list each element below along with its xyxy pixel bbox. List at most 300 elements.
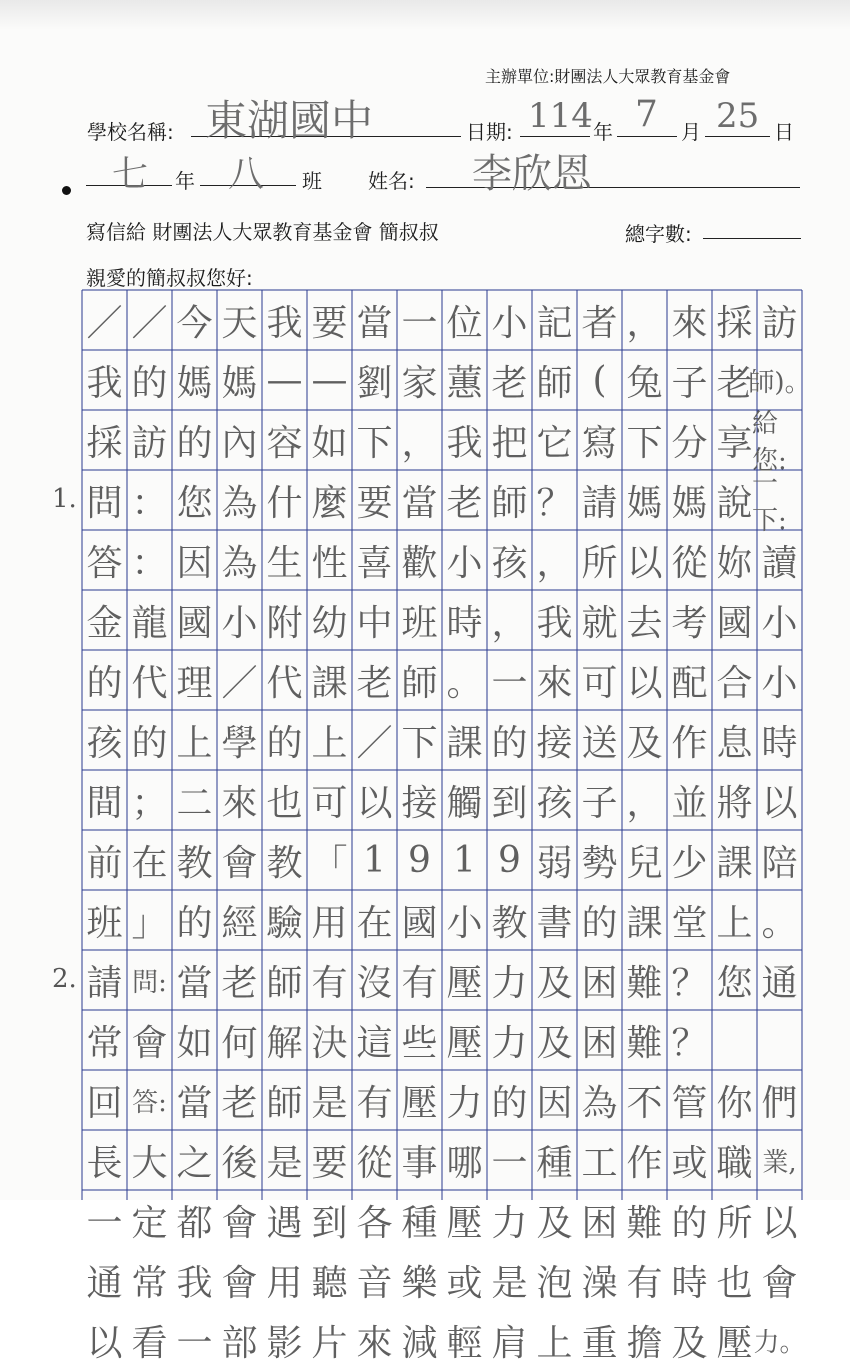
grid-character: 下 bbox=[401, 722, 438, 764]
grid-character: 通 bbox=[86, 1262, 123, 1304]
grid-character: 下 bbox=[626, 422, 663, 464]
day-unit: 日 bbox=[774, 120, 794, 144]
question-number: 2. bbox=[52, 964, 77, 994]
grid-character: 為 bbox=[581, 1082, 618, 1124]
grid-character: 位 bbox=[446, 302, 483, 344]
grid-character: 的 bbox=[671, 1202, 708, 1244]
grid-character: 您 bbox=[176, 482, 213, 524]
grid-character: 壓 bbox=[446, 962, 483, 1004]
grid-character: 孩 bbox=[491, 542, 528, 584]
grid-character: 請 bbox=[581, 482, 618, 524]
grid-character: 我 bbox=[446, 422, 483, 464]
grid-character: 」 bbox=[131, 902, 168, 944]
grid-character: 力。 bbox=[753, 1327, 806, 1358]
grid-character: 用 bbox=[266, 1262, 303, 1304]
grid-character: 課 bbox=[311, 662, 348, 704]
grid-character: 附 bbox=[266, 602, 303, 644]
grid-character: 中 bbox=[356, 602, 393, 644]
day-value: 25 bbox=[716, 96, 760, 136]
grid-character: 及 bbox=[536, 1202, 573, 1244]
grid-character: 壓 bbox=[401, 1082, 438, 1124]
grid-character: 代 bbox=[131, 662, 168, 704]
year-value: 114 bbox=[528, 96, 593, 136]
grid-character: 採 bbox=[86, 422, 123, 464]
grid-character: 上 bbox=[176, 722, 213, 764]
grid-character: 媽 bbox=[176, 362, 213, 404]
grid-character: 擔 bbox=[626, 1322, 663, 1364]
grid-character: 性 bbox=[311, 542, 348, 584]
grid-character: 師 bbox=[536, 362, 573, 404]
grid-character: 有 bbox=[356, 1082, 393, 1124]
grid-character: 解 bbox=[266, 1022, 303, 1064]
question-number: 1. bbox=[52, 484, 77, 514]
grid-character: 老 bbox=[446, 482, 483, 524]
grid-character: 及 bbox=[536, 962, 573, 1004]
grid-character: 一 bbox=[401, 302, 438, 344]
grid-character: 事 bbox=[401, 1142, 438, 1184]
grid-character: 書 bbox=[536, 902, 573, 944]
grid-character: 妳 bbox=[716, 542, 753, 584]
grid-character: 幼 bbox=[311, 602, 348, 644]
grid-character: 因 bbox=[536, 1082, 573, 1124]
grid-character: 學 bbox=[221, 722, 258, 764]
grid-character: 老 bbox=[221, 1082, 258, 1124]
grid-character: ？ bbox=[536, 482, 573, 524]
grid-character: 金 bbox=[86, 602, 123, 644]
grid-character: 給您: bbox=[752, 409, 787, 476]
grid-character: 師)。 bbox=[748, 367, 811, 398]
grid-character: 影 bbox=[266, 1322, 303, 1364]
grid-character bbox=[752, 1012, 807, 1068]
grid-character: 教 bbox=[176, 842, 213, 884]
grid-character: 喜 bbox=[356, 542, 393, 584]
grid-character: 媽 bbox=[626, 482, 663, 524]
grid-character: 可 bbox=[581, 662, 618, 704]
grid-character: 就 bbox=[581, 602, 618, 644]
grid-character: 部 bbox=[221, 1322, 258, 1364]
grid-character: 要 bbox=[356, 482, 393, 524]
grid-character: 請 bbox=[86, 962, 123, 1004]
grid-character: 它 bbox=[536, 422, 573, 464]
grid-character: 的 bbox=[86, 662, 123, 704]
grid-character: 以 bbox=[356, 782, 393, 824]
grid-character: — bbox=[266, 359, 303, 401]
grid-character: 來 bbox=[536, 662, 573, 704]
grid-character: 難 bbox=[626, 1202, 663, 1244]
grid-character: 麼 bbox=[311, 482, 348, 524]
grid-character: 工 bbox=[581, 1142, 618, 1184]
grid-character: 子 bbox=[671, 362, 708, 404]
grid-character: 都 bbox=[176, 1202, 213, 1244]
grid-character: 龍 bbox=[131, 602, 168, 644]
grid-character: 業, bbox=[762, 1147, 797, 1178]
grid-character: 國 bbox=[176, 602, 213, 644]
grid-character: 困 bbox=[581, 1022, 618, 1064]
grid-character: 9 bbox=[408, 839, 431, 881]
month-value: 7 bbox=[635, 94, 658, 135]
grid-character: 的 bbox=[581, 902, 618, 944]
grid-character: 答: bbox=[132, 1087, 167, 1118]
grid-character: 或 bbox=[671, 1142, 708, 1184]
grid-character: 種 bbox=[401, 1202, 438, 1244]
grid-character: 孩 bbox=[86, 722, 123, 764]
grid-character: 常 bbox=[86, 1022, 123, 1064]
grid-character: 去 bbox=[626, 602, 663, 644]
grid-character: 或 bbox=[446, 1262, 483, 1304]
grid-character: 孩 bbox=[536, 782, 573, 824]
grid-character: 小 bbox=[491, 302, 528, 344]
grid-character: 內 bbox=[221, 422, 258, 464]
grid-character: 來 bbox=[221, 782, 258, 824]
grid-character: 的 bbox=[491, 1082, 528, 1124]
grid-character: 小 bbox=[446, 542, 483, 584]
grid-character: 會 bbox=[761, 1262, 798, 1304]
grid-character: 課 bbox=[716, 842, 753, 884]
grid-character: 少 bbox=[671, 842, 708, 884]
grid-character: 會 bbox=[131, 1022, 168, 1064]
grid-character: 讀 bbox=[761, 542, 798, 584]
grid-character: 肩 bbox=[491, 1322, 528, 1364]
grid-character: 來 bbox=[356, 1322, 393, 1364]
grid-character: 接 bbox=[401, 782, 438, 824]
grid-character: 壓 bbox=[716, 1322, 753, 1364]
grid-character: 如 bbox=[311, 422, 348, 464]
grade-value: 七 bbox=[112, 154, 149, 195]
grid-character: 不 bbox=[626, 1082, 663, 1124]
grid-character: — bbox=[311, 359, 348, 401]
grid-character: 驗 bbox=[266, 902, 303, 944]
grid-character: 澡 bbox=[581, 1262, 618, 1304]
grid-character: 從 bbox=[671, 542, 708, 584]
grid-character: 以 bbox=[626, 662, 663, 704]
grid-character: 將 bbox=[716, 782, 753, 824]
grid-character: 採 bbox=[716, 302, 753, 344]
word-count-label: 總字數: bbox=[625, 222, 692, 246]
grid-character: 我 bbox=[266, 302, 303, 344]
grid-character: ， bbox=[536, 542, 573, 584]
grid-character: 「 bbox=[311, 842, 348, 884]
grid-character: 兒 bbox=[626, 842, 663, 884]
class-unit: 班 bbox=[302, 169, 322, 193]
grid-character: 上 bbox=[716, 902, 753, 944]
grid-character: 各 bbox=[356, 1202, 393, 1244]
grid-character: 以 bbox=[761, 782, 798, 824]
grid-character: 輕 bbox=[446, 1322, 483, 1364]
grid-character: 天 bbox=[221, 302, 258, 344]
grid-character: 觸 bbox=[446, 782, 483, 824]
grid-character: 師 bbox=[266, 962, 303, 1004]
grid-character: 可 bbox=[311, 782, 348, 824]
grid-character: ， bbox=[401, 422, 438, 464]
grid-character: 堂 bbox=[671, 902, 708, 944]
grid-character: 壓 bbox=[446, 1202, 483, 1244]
grid-character: 弱 bbox=[536, 842, 573, 884]
grade-unit: 年 bbox=[175, 169, 195, 193]
grid-character: 者 bbox=[581, 302, 618, 344]
grid-character: 陪 bbox=[761, 842, 798, 884]
grid-character: 音 bbox=[356, 1262, 393, 1304]
grid-character: 師 bbox=[491, 482, 528, 524]
grid-character: 教 bbox=[491, 902, 528, 944]
grid-character: 您 bbox=[716, 962, 753, 1004]
grid-character: 勢 bbox=[581, 842, 618, 884]
grid-character: 常 bbox=[131, 1262, 168, 1304]
grid-character: ？ bbox=[671, 962, 708, 1004]
grid-character: 會 bbox=[221, 1262, 258, 1304]
grid-character: 1 bbox=[363, 839, 386, 881]
grid-character: 作 bbox=[671, 722, 708, 764]
grid-character: 我 bbox=[176, 1262, 213, 1304]
grid-character: 記 bbox=[536, 302, 573, 344]
grid-character: 子 bbox=[581, 782, 618, 824]
grid-character: 來 bbox=[671, 302, 708, 344]
grid-character: ， bbox=[491, 602, 528, 644]
student-name-label: 姓名: bbox=[368, 169, 415, 193]
grid-character: 師 bbox=[266, 1082, 303, 1124]
grid-character: 國 bbox=[401, 902, 438, 944]
grid-character: ／ bbox=[131, 302, 168, 344]
grid-character: 小 bbox=[761, 602, 798, 644]
grid-character: 從 bbox=[356, 1142, 393, 1184]
grid-character: 職 bbox=[716, 1142, 753, 1184]
grid-character: 要 bbox=[311, 1142, 348, 1184]
grid-character: 。 bbox=[761, 902, 798, 944]
grid-character: 有 bbox=[401, 962, 438, 1004]
grid-character: 。 bbox=[446, 662, 483, 704]
grid-character: 媽 bbox=[221, 362, 258, 404]
grid-character: 因 bbox=[176, 542, 213, 584]
grid-character: ： bbox=[131, 542, 168, 584]
grid-character: 通 bbox=[761, 962, 798, 1004]
grid-character: 之 bbox=[176, 1142, 213, 1184]
grid-character: ， bbox=[626, 302, 663, 344]
grid-character: 配 bbox=[671, 662, 708, 704]
grid-character: ： bbox=[131, 482, 168, 524]
grid-character: 我 bbox=[536, 602, 573, 644]
grid-character: 考 bbox=[671, 602, 708, 644]
grid-character: 力 bbox=[491, 1022, 528, 1064]
grid-character: 時 bbox=[446, 602, 483, 644]
grid-character: 減 bbox=[401, 1322, 438, 1364]
grid-character: 會 bbox=[221, 842, 258, 884]
grid-character: ？ bbox=[671, 1022, 708, 1064]
grid-character: 用 bbox=[311, 902, 348, 944]
grid-character: 以 bbox=[626, 542, 663, 584]
grid-character: 的 bbox=[176, 422, 213, 464]
grid-character: 歡 bbox=[401, 542, 438, 584]
grid-character: ， bbox=[626, 782, 663, 824]
grid-character: 後 bbox=[221, 1142, 258, 1184]
grid-character: 寫 bbox=[581, 422, 618, 464]
grid-character: 長 bbox=[86, 1142, 123, 1184]
grid-character: 當 bbox=[401, 482, 438, 524]
grid-character: 生 bbox=[266, 542, 303, 584]
grid-character: 難 bbox=[626, 962, 663, 1004]
month-unit: 月 bbox=[681, 120, 701, 144]
grid-character: 決 bbox=[311, 1022, 348, 1064]
grid-character: 你 bbox=[716, 1082, 753, 1124]
grid-character: 家 bbox=[401, 362, 438, 404]
school-name-value: 東湖國中 bbox=[205, 96, 374, 145]
grid-character: 一 bbox=[491, 662, 528, 704]
grid-character: 我 bbox=[86, 362, 123, 404]
grid-character: 課 bbox=[626, 902, 663, 944]
grid-character: 1 bbox=[453, 839, 476, 881]
grid-character: 為 bbox=[221, 542, 258, 584]
grid-character: 的 bbox=[131, 362, 168, 404]
grid-character: 是 bbox=[266, 1142, 303, 1184]
grid-character: 間 bbox=[86, 782, 123, 824]
grid-character: 經 bbox=[221, 902, 258, 944]
grid-character: 也 bbox=[716, 1262, 753, 1304]
grid-character: 上 bbox=[311, 722, 348, 764]
grid-character: 劉 bbox=[356, 362, 393, 404]
grid-character: 今 bbox=[176, 302, 213, 344]
grid-character: 小 bbox=[221, 602, 258, 644]
grid-character: 訪 bbox=[131, 422, 168, 464]
grid-character: 一 bbox=[176, 1322, 213, 1364]
grid-character: ／ bbox=[356, 722, 393, 764]
grid-character: 的 bbox=[131, 722, 168, 764]
grid-character: 有 bbox=[311, 962, 348, 1004]
grid-character: 蕙 bbox=[446, 362, 483, 404]
grid-character: 一 bbox=[491, 1142, 528, 1184]
grid-character: 答 bbox=[86, 542, 123, 584]
grid-character: 如 bbox=[176, 1022, 213, 1064]
grid-character: 分 bbox=[671, 422, 708, 464]
school-name-label: 學校名稱: bbox=[87, 120, 174, 144]
grid-character: 什 bbox=[266, 482, 303, 524]
grid-character: 所 bbox=[716, 1202, 753, 1244]
greeting: 親愛的簡叔叔您好: bbox=[86, 266, 253, 290]
grid-character: 息 bbox=[716, 722, 753, 764]
grid-character: 以 bbox=[761, 1202, 798, 1244]
grid-character: 何 bbox=[221, 1022, 258, 1064]
grid-character: 是 bbox=[311, 1082, 348, 1124]
grid-character: 當 bbox=[356, 302, 393, 344]
grid-character: 下 bbox=[356, 422, 393, 464]
grid-character: 及 bbox=[536, 1022, 573, 1064]
grid-character: 困 bbox=[581, 1202, 618, 1244]
grid-character: 容 bbox=[266, 422, 303, 464]
grid-character: 並 bbox=[671, 782, 708, 824]
grid-character: 到 bbox=[311, 1202, 348, 1244]
grid-character: 所 bbox=[581, 542, 618, 584]
grid-character: 問: bbox=[132, 967, 167, 998]
grid-character: 泡 bbox=[536, 1262, 573, 1304]
grid-character: ； bbox=[131, 782, 168, 824]
grid-character: 作 bbox=[626, 1142, 663, 1184]
grid-character: 們 bbox=[761, 1082, 798, 1124]
grid-character: 片 bbox=[311, 1322, 348, 1364]
grid-character: 回 bbox=[86, 1082, 123, 1124]
grid-character: 困 bbox=[581, 962, 618, 1004]
grid-character: 合 bbox=[716, 662, 753, 704]
grid-character: 把 bbox=[491, 422, 528, 464]
grid-character: 是 bbox=[491, 1262, 528, 1304]
grid-character: 在 bbox=[356, 902, 393, 944]
grid-character: 理 bbox=[176, 662, 213, 704]
grid-character: 問 bbox=[86, 482, 123, 524]
grid-character: 為 bbox=[221, 482, 258, 524]
grid-character: 難 bbox=[626, 1022, 663, 1064]
grid-character: 小 bbox=[761, 662, 798, 704]
grid-character: 一下: bbox=[752, 469, 787, 536]
grid-character: 要 bbox=[311, 302, 348, 344]
grid-character: 力 bbox=[446, 1082, 483, 1124]
grid-character: 重 bbox=[581, 1322, 618, 1364]
grid-character: 以 bbox=[86, 1322, 123, 1364]
grid-character: 兔 bbox=[626, 362, 663, 404]
letter-to-line: 寫信給 財團法人大眾教育基金會 簡叔叔 bbox=[86, 220, 439, 244]
grid-character: 上 bbox=[536, 1322, 573, 1364]
grid-character: 班 bbox=[86, 902, 123, 944]
grid-character: 及 bbox=[671, 1322, 708, 1364]
grid-character: 國 bbox=[716, 602, 753, 644]
grid-character: 看 bbox=[131, 1322, 168, 1364]
grid-character: 在 bbox=[131, 842, 168, 884]
grid-character: 當 bbox=[176, 1082, 213, 1124]
grid-character: 會 bbox=[221, 1202, 258, 1244]
grid-character: 種 bbox=[536, 1142, 573, 1184]
grid-character: 老 bbox=[491, 362, 528, 404]
grid-character: 前 bbox=[86, 842, 123, 884]
grid-character: 樂 bbox=[401, 1262, 438, 1304]
grid-character: 老 bbox=[716, 362, 753, 404]
student-name-value: 李欣恩 bbox=[472, 151, 592, 197]
grid-character: 的 bbox=[266, 722, 303, 764]
grid-character: 這 bbox=[356, 1022, 393, 1064]
grid-character: 到 bbox=[491, 782, 528, 824]
grid-character: 定 bbox=[131, 1202, 168, 1244]
grid-character: 接 bbox=[536, 722, 573, 764]
grid-character: 有 bbox=[626, 1262, 663, 1304]
grid-character: 訪 bbox=[761, 302, 798, 344]
grid-character: 的 bbox=[491, 722, 528, 764]
grid-character: 大 bbox=[131, 1142, 168, 1184]
grid-character: 也 bbox=[266, 782, 303, 824]
grid-character: ／ bbox=[86, 302, 123, 344]
grid-character: 時 bbox=[761, 722, 798, 764]
grid-character: 聽 bbox=[311, 1262, 348, 1304]
grid-character: 送 bbox=[581, 722, 618, 764]
grid-character: 媽 bbox=[671, 482, 708, 524]
grid-character: 二 bbox=[176, 782, 213, 824]
date-label: 日期: bbox=[466, 120, 513, 144]
grid-character: 說 bbox=[716, 482, 753, 524]
organizer-label: 主辦單位:財團法人大眾教育基金會 bbox=[485, 67, 731, 86]
year-unit: 年 bbox=[593, 120, 613, 144]
grid-character: 老 bbox=[221, 962, 258, 1004]
grid-character: 教 bbox=[266, 842, 303, 884]
grid-character: ／ bbox=[221, 662, 258, 704]
grid-character: 老 bbox=[356, 662, 393, 704]
grid-character: ( bbox=[592, 359, 607, 401]
grid-character: 力 bbox=[491, 1202, 528, 1244]
grid-character: 壓 bbox=[446, 1022, 483, 1064]
grid-character: 班 bbox=[401, 602, 438, 644]
grid-character: 代 bbox=[266, 662, 303, 704]
grid-character: 小 bbox=[446, 902, 483, 944]
grid-character: 一 bbox=[86, 1202, 123, 1244]
grid-character: 課 bbox=[446, 722, 483, 764]
grid-character: 力 bbox=[491, 962, 528, 1004]
grid-character: 及 bbox=[626, 722, 663, 764]
class-value: 八 bbox=[228, 154, 265, 195]
grid-character: 9 bbox=[498, 839, 521, 881]
grid-character: 當 bbox=[176, 962, 213, 1004]
grid-character: 的 bbox=[176, 902, 213, 944]
